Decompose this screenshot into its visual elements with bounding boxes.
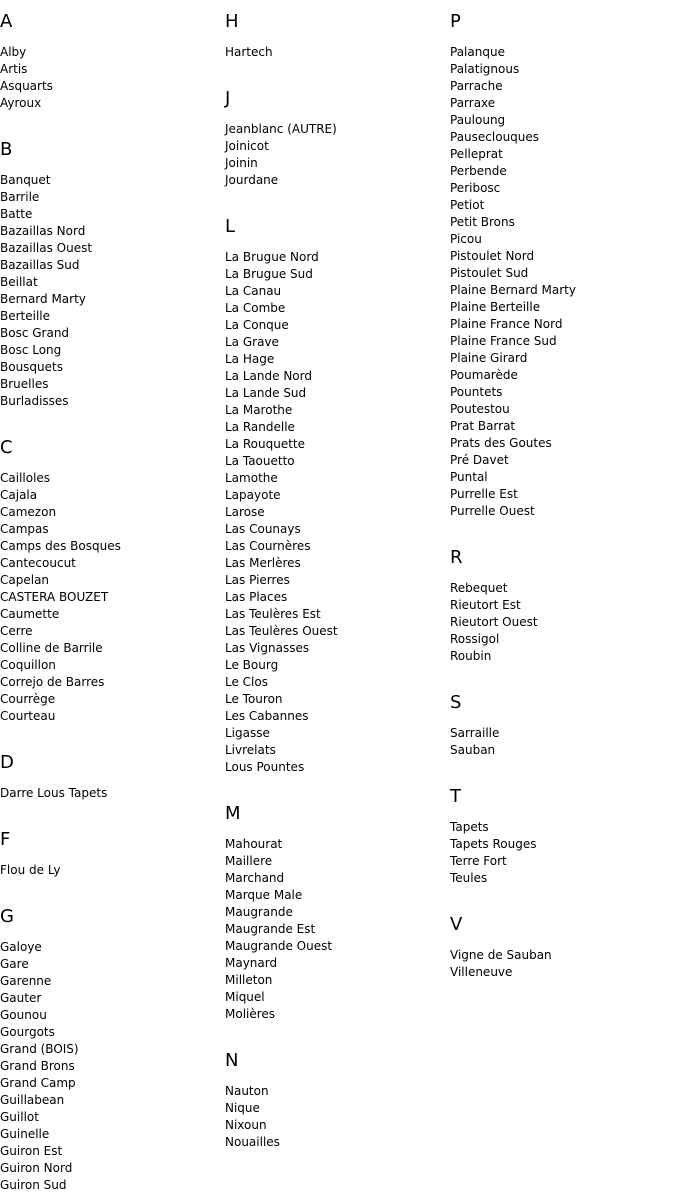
place-link[interactable]: Barrile	[0, 190, 40, 204]
place-link[interactable]: Picou	[450, 232, 482, 246]
place-list	[450, 580, 670, 665]
place-link[interactable]: Ayroux	[0, 96, 42, 110]
letter-group-j	[225, 87, 445, 189]
place-link[interactable]: Lous Pountes	[225, 760, 305, 774]
place-link[interactable]: Roubin	[450, 649, 492, 663]
place-link[interactable]: Grand Camp	[0, 1076, 76, 1090]
place-link[interactable]: Marchand	[225, 871, 285, 885]
place-link[interactable]: Asquarts	[0, 79, 53, 93]
place-link[interactable]: Courrège	[0, 692, 56, 706]
place-link[interactable]: Batte	[0, 207, 33, 221]
place-link[interactable]: Darre Lous Tapets	[0, 786, 108, 800]
place-link[interactable]: Le Clos	[225, 675, 268, 689]
place-link[interactable]: Bernard Marty	[0, 292, 86, 306]
place-link[interactable]: Las Teulères Est	[225, 607, 321, 621]
place-link[interactable]: Gounou	[0, 1008, 47, 1022]
place-link[interactable]: Hartech	[225, 45, 273, 59]
place-link[interactable]: Pré Davet	[450, 453, 509, 467]
place-list	[225, 249, 445, 776]
place-link[interactable]: Joinin	[225, 156, 258, 170]
letter-heading: P	[450, 11, 461, 32]
place-link[interactable]: Rebequet	[450, 581, 508, 595]
letter-heading: G	[0, 906, 14, 927]
place-link[interactable]: Nixoun	[225, 1118, 267, 1132]
letter-group-l	[225, 215, 445, 776]
place-link[interactable]: Artis	[0, 62, 28, 76]
letter-heading: H	[225, 11, 239, 32]
place-link[interactable]: Sarraille	[450, 726, 500, 740]
place-list	[225, 1083, 445, 1151]
place-link[interactable]: La Canau	[225, 284, 282, 298]
place-link[interactable]: Plaine Berteille	[450, 300, 541, 314]
place-link[interactable]: Joinicot	[225, 139, 269, 153]
place-list	[225, 44, 445, 61]
place-link[interactable]: La Brugue Sud	[225, 267, 313, 281]
place-link[interactable]: Tapets	[450, 820, 489, 834]
place-link[interactable]: La Lande Nord	[225, 369, 312, 383]
place-link[interactable]: Prats des Goutes	[450, 436, 552, 450]
place-link[interactable]: Bruelles	[0, 377, 49, 391]
place-link[interactable]: Las Merlères	[225, 556, 301, 570]
group-spacer	[0, 410, 220, 436]
place-link[interactable]: Marque Male	[225, 888, 303, 902]
place-link[interactable]: Miquel	[225, 990, 265, 1004]
letter-group-g	[0, 905, 220, 1194]
place-link[interactable]: Capelan	[0, 573, 50, 587]
place-link[interactable]: La Lande Sud	[225, 386, 307, 400]
group-spacer	[450, 520, 670, 546]
place-link[interactable]: Bazaillas Ouest	[0, 241, 93, 255]
place-link[interactable]: Gourgots	[0, 1025, 55, 1039]
place-link[interactable]: Jourdane	[225, 173, 279, 187]
place-list	[0, 785, 220, 802]
place-link[interactable]: Maugrande Ouest	[225, 939, 333, 953]
place-link[interactable]: Prat Barrat	[450, 419, 516, 433]
place-link[interactable]: Maynard	[225, 956, 278, 970]
letter-heading: V	[450, 914, 463, 935]
place-list	[0, 44, 220, 112]
letter-heading: C	[0, 437, 13, 458]
letter-group-b	[0, 138, 220, 410]
place-link[interactable]: Burladisses	[0, 394, 69, 408]
letter-heading: T	[450, 786, 461, 807]
place-list	[0, 939, 220, 1194]
place-link[interactable]: Rieutort Ouest	[450, 615, 538, 629]
place-link[interactable]: Garenne	[0, 974, 52, 988]
index-column-2	[225, 10, 445, 1151]
place-link[interactable]: Cantecoucut	[0, 556, 76, 570]
place-link[interactable]: Bosc Grand	[0, 326, 70, 340]
place-link[interactable]: Purrelle Ouest	[450, 504, 535, 518]
place-link[interactable]: Parraxe	[450, 96, 496, 110]
place-link[interactable]: Bousquets	[0, 360, 63, 374]
place-link[interactable]: Mahourat	[225, 837, 283, 851]
place-link[interactable]: Puntal	[450, 470, 488, 484]
place-link[interactable]: Pauloung	[450, 113, 506, 127]
place-link[interactable]: Galoye	[0, 940, 42, 954]
group-spacer	[450, 665, 670, 691]
place-link[interactable]: Peribosc	[450, 181, 501, 195]
place-link[interactable]: Maillere	[225, 854, 273, 868]
place-link[interactable]: Guiron Sud	[0, 1178, 67, 1192]
place-list	[450, 819, 670, 887]
letter-group-n	[225, 1049, 445, 1151]
place-link[interactable]: Las Cournères	[225, 539, 311, 553]
place-list	[450, 44, 670, 520]
letter-heading: M	[225, 803, 241, 824]
place-link[interactable]: Guinelle	[0, 1127, 50, 1141]
place-link[interactable]: Maugrande	[225, 905, 293, 919]
place-link[interactable]: Poutestou	[450, 402, 510, 416]
place-link[interactable]: CASTERA BOUZET	[0, 590, 109, 604]
place-link[interactable]: Nauton	[225, 1084, 269, 1098]
place-link[interactable]: Terre Fort	[450, 854, 507, 868]
index-column-3	[450, 10, 670, 981]
group-spacer	[450, 759, 670, 785]
place-link[interactable]: Guillabean	[0, 1093, 65, 1107]
letter-heading: J	[225, 88, 231, 109]
place-link[interactable]: Gauter	[0, 991, 42, 1005]
place-link[interactable]: Palatignous	[450, 62, 520, 76]
group-spacer	[0, 802, 220, 828]
group-spacer	[225, 61, 445, 87]
place-link[interactable]: Larose	[225, 505, 265, 519]
place-link[interactable]: Camezon	[0, 505, 57, 519]
place-link[interactable]: Bosc Long	[0, 343, 62, 357]
letter-group-s	[450, 691, 670, 759]
place-link[interactable]: Cerre	[0, 624, 33, 638]
place-list	[450, 947, 670, 981]
place-link[interactable]: Maugrande Est	[225, 922, 316, 936]
place-link[interactable]: Nique	[225, 1101, 260, 1115]
place-link[interactable]: Le Bourg	[225, 658, 279, 672]
place-link[interactable]: Courteau	[0, 709, 56, 723]
place-link[interactable]: Rieutort Est	[450, 598, 521, 612]
letter-group-d	[0, 751, 220, 802]
place-link[interactable]: La Brugue Nord	[225, 250, 319, 264]
letter-group-r	[450, 546, 670, 665]
place-link[interactable]: Tapets Rouges	[450, 837, 537, 851]
place-link[interactable]: Guillot	[0, 1110, 39, 1124]
place-link[interactable]: Le Touron	[225, 692, 283, 706]
letter-group-h	[225, 10, 445, 61]
place-link[interactable]: La Taouetto	[225, 454, 295, 468]
place-link[interactable]: Las Vignasses	[225, 641, 310, 655]
place-link[interactable]: Pistoulet Nord	[450, 249, 535, 263]
letter-group-p	[450, 10, 670, 520]
group-spacer	[0, 879, 220, 905]
place-link[interactable]: Plaine Bernard Marty	[450, 283, 576, 297]
letter-group-m	[225, 802, 445, 1023]
letter-heading: A	[0, 11, 13, 32]
letter-heading: B	[0, 139, 13, 160]
place-link[interactable]: Pelleprat	[450, 147, 503, 161]
place-link[interactable]: Rossigol	[450, 632, 500, 646]
place-link[interactable]: Teules	[450, 871, 488, 885]
place-link[interactable]: Correjo de Barres	[0, 675, 105, 689]
place-link[interactable]: La Randelle	[225, 420, 295, 434]
place-link[interactable]: Flou de Ly	[0, 863, 61, 877]
place-link[interactable]: Parrache	[450, 79, 503, 93]
place-link[interactable]: Pauseclouques	[450, 130, 540, 144]
group-spacer	[225, 776, 445, 802]
place-link[interactable]: Plaine France Sud	[450, 334, 557, 348]
index-column-1	[0, 10, 220, 1194]
place-link[interactable]: Petit Brons	[450, 215, 515, 229]
place-link[interactable]: Guiron Est	[0, 1144, 63, 1158]
place-link[interactable]: Alby	[0, 45, 27, 59]
group-spacer	[450, 887, 670, 913]
place-link[interactable]: Camps des Bosques	[0, 539, 121, 553]
letter-group-f	[0, 828, 220, 879]
group-spacer	[225, 189, 445, 215]
letter-group-v	[450, 913, 670, 981]
place-link[interactable]: Bazaillas Sud	[0, 258, 80, 272]
place-link[interactable]: Purrelle Est	[450, 487, 518, 501]
place-link[interactable]: La Combe	[225, 301, 286, 315]
place-link[interactable]: Milleton	[225, 973, 273, 987]
place-link[interactable]: Molières	[225, 1007, 276, 1021]
place-list	[225, 121, 445, 189]
place-link[interactable]: Caumette	[0, 607, 60, 621]
place-link[interactable]: Petiot	[450, 198, 485, 212]
group-spacer	[0, 725, 220, 751]
letter-heading: L	[225, 216, 236, 237]
place-link[interactable]: Pistoulet Sud	[450, 266, 529, 280]
place-link[interactable]: La Conque	[225, 318, 289, 332]
place-link[interactable]: Grand (BOIS)	[0, 1042, 79, 1056]
place-link[interactable]: Cajala	[0, 488, 38, 502]
place-link[interactable]: Plaine Girard	[450, 351, 528, 365]
group-spacer	[0, 112, 220, 138]
place-link[interactable]: La Grave	[225, 335, 279, 349]
place-link[interactable]: Lamothe	[225, 471, 278, 485]
place-link[interactable]: Las Counays	[225, 522, 301, 536]
place-link[interactable]: Las Places	[225, 590, 288, 604]
place-list	[0, 172, 220, 410]
letter-group-t	[450, 785, 670, 887]
place-link[interactable]: La Rouquette	[225, 437, 305, 451]
place-link[interactable]: Cailloles	[0, 471, 51, 485]
place-link[interactable]: Palanque	[450, 45, 505, 59]
place-link[interactable]: Beillat	[0, 275, 38, 289]
letter-heading: N	[225, 1050, 239, 1071]
place-link[interactable]: Banquet	[0, 173, 51, 187]
place-link[interactable]: Poumarède	[450, 368, 518, 382]
place-link[interactable]: Nouailles	[225, 1135, 280, 1149]
letter-group-a	[0, 10, 220, 112]
place-link[interactable]: Grand Brons	[0, 1059, 75, 1073]
letter-heading: S	[450, 692, 462, 713]
place-list	[225, 836, 445, 1023]
place-link[interactable]: Ligasse	[225, 726, 270, 740]
place-link[interactable]: Las Teulères Ouest	[225, 624, 338, 638]
place-list	[450, 725, 670, 759]
letter-group-c	[0, 436, 220, 725]
place-link[interactable]: Guiron Nord	[0, 1161, 73, 1175]
place-link[interactable]: Plaine France Nord	[450, 317, 563, 331]
place-link[interactable]: Vigne de Sauban	[450, 948, 552, 962]
place-link[interactable]: Perbende	[450, 164, 507, 178]
place-link[interactable]: Villeneuve	[450, 965, 513, 979]
letter-heading: R	[450, 547, 463, 568]
place-link[interactable]: Colline de Barrile	[0, 641, 103, 655]
place-link[interactable]: Berteille	[0, 309, 51, 323]
place-link[interactable]: La Marothe	[225, 403, 293, 417]
place-link[interactable]: La Hage	[225, 352, 275, 366]
letter-heading: D	[0, 752, 14, 773]
place-link[interactable]: Gare	[0, 957, 29, 971]
place-link[interactable]: Sauban	[450, 743, 496, 757]
group-spacer	[225, 1023, 445, 1049]
place-link[interactable]: Jeanblanc (AUTRE)	[225, 122, 337, 136]
place-link[interactable]: Coquillon	[0, 658, 56, 672]
place-link[interactable]: Las Pierres	[225, 573, 290, 587]
place-link[interactable]: Lapayote	[225, 488, 281, 502]
place-link[interactable]: Campas	[0, 522, 49, 536]
place-link[interactable]: Livrelats	[225, 743, 276, 757]
place-link[interactable]: Les Cabannes	[225, 709, 309, 723]
letter-heading: F	[0, 829, 11, 850]
place-link[interactable]: Bazaillas Nord	[0, 224, 86, 238]
place-list	[0, 862, 220, 879]
place-list	[0, 470, 220, 725]
place-link[interactable]: Pountets	[450, 385, 503, 399]
